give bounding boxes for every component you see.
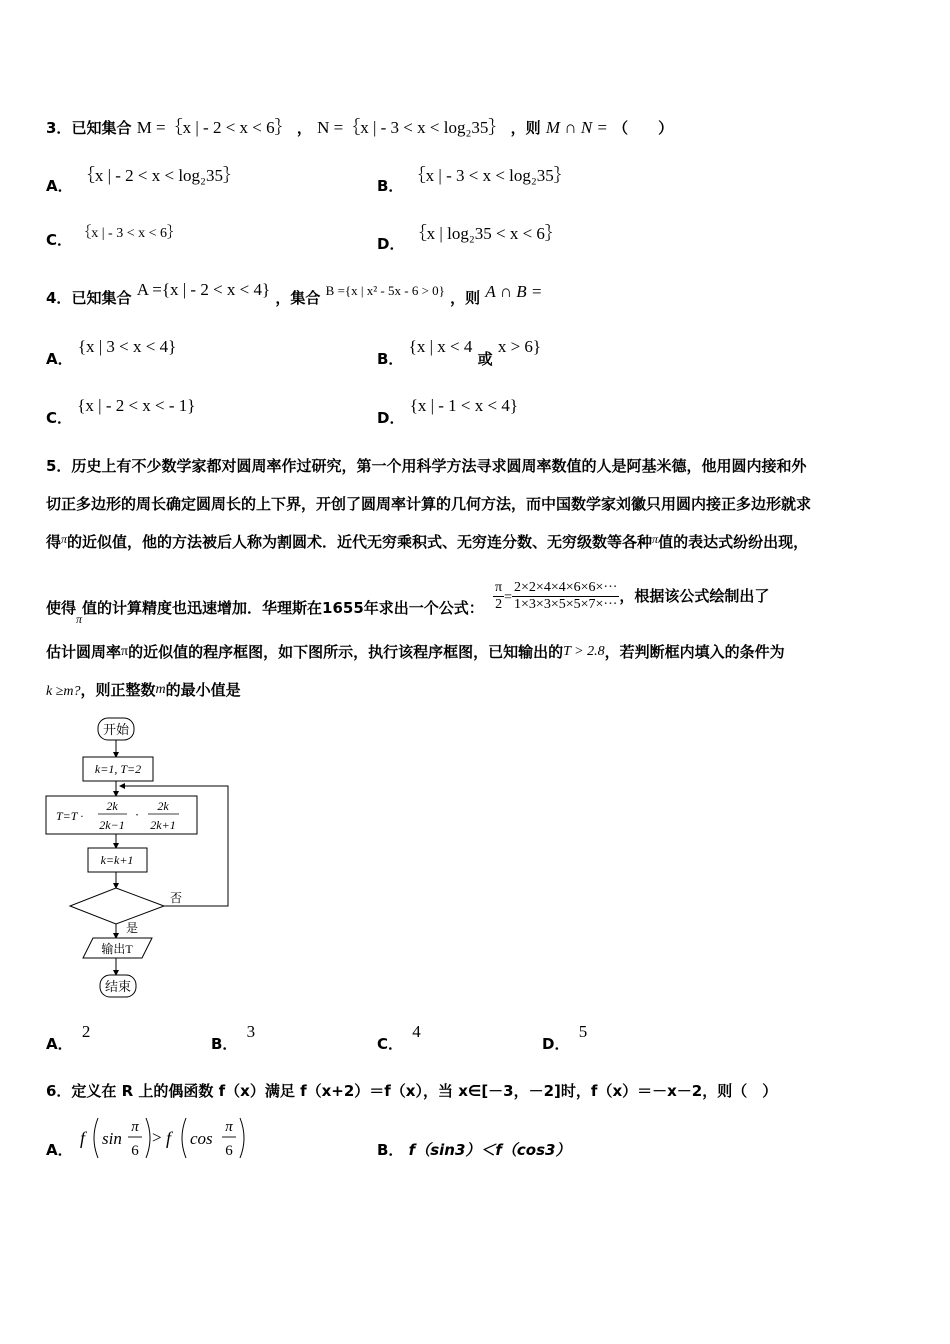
text: 的近似值的程序框图，如下图所示，执行该程序框图，已知输出的 <box>128 643 564 661</box>
option-label: D． <box>377 409 405 427</box>
set-m: M =｛x | - 2 < x < 6｝ <box>136 118 292 137</box>
pi-num: π <box>131 1119 139 1135</box>
option-c <box>377 1022 421 1054</box>
option-label: D． <box>542 1035 570 1053</box>
option-label: C． <box>46 231 73 249</box>
option-a <box>46 166 240 196</box>
question-5-line-2: 切正多边形的周长确定圆周长的上下界，开创了圆周率计算的几何方法，而中国数学家刘徽只用圆内接正多边形就求 <box>46 495 812 513</box>
text: 年求出一个公式： <box>363 599 484 617</box>
t-condition: T > 2.8 <box>563 644 605 659</box>
option-b <box>211 1022 256 1054</box>
option-text: ｛x | log₂35 < x < 6｝ <box>409 224 562 243</box>
option-a <box>46 1022 91 1054</box>
option-or: 或 <box>477 350 493 368</box>
flowchart-start-label: 开始 <box>102 722 130 737</box>
pi-symbol: π <box>121 644 129 659</box>
option-text: ｛x | - 2 < x < log₂35｝ <box>77 166 240 185</box>
option-a <box>46 337 177 369</box>
flowchart-end-label: 结束 <box>104 979 132 994</box>
six-den: 6 <box>131 1143 139 1159</box>
option-label: A． <box>46 177 73 195</box>
option-d <box>377 396 518 428</box>
text: ，则正整数 <box>80 681 156 699</box>
option-value: 5 <box>578 1022 588 1041</box>
text: 值的表达式纷纷出现， <box>658 533 809 551</box>
set-a: A ={x | - 2 < x < 4} <box>136 280 271 299</box>
six-den: 6 <box>225 1143 233 1159</box>
option-label: B． <box>377 1141 404 1159</box>
stem-text: ，集合 <box>275 289 321 307</box>
formula-den: 1×3×3×5×5×7×··· <box>514 597 618 612</box>
text: 估计圆周率 <box>46 643 122 661</box>
stem-text: 已知集合 <box>71 119 132 137</box>
option-a <box>46 1139 73 1160</box>
option-label: B． <box>377 350 404 368</box>
comma: ， <box>296 119 312 137</box>
option-text: {x | x < 4 <box>408 337 473 356</box>
option-value: 4 <box>412 1022 421 1041</box>
pi-symbol: π <box>76 612 83 626</box>
text: 使得 <box>46 599 77 617</box>
option-label: A． <box>46 350 73 368</box>
text: ，根据该公式绘制出了 <box>619 587 770 605</box>
option-text: {x | - 1 < x < 4} <box>409 396 518 415</box>
question-number: 4． <box>46 289 72 307</box>
question-5-line-5 <box>46 641 785 662</box>
formula-lhs-den: 2 <box>495 597 503 612</box>
flowchart-f2-den: 2k+1 <box>150 818 176 832</box>
greater-than: > <box>152 1128 162 1147</box>
question-4-stem <box>46 280 543 308</box>
flowchart-init-label: k=1, T=2 <box>94 762 142 776</box>
formula-lhs-num: π <box>495 580 503 595</box>
option-text: ｛x | - 3 < x < 6｝ <box>77 226 182 241</box>
flowchart-f1-num: 2k <box>106 799 118 813</box>
option-text: f（sin3）＜f（cos3） <box>408 1141 571 1159</box>
flowchart-decision <box>70 888 164 924</box>
question-5-line-1: 5．历史上有不少数学家都对圆周率作过研究，第一个用科学方法寻求圆周率数值的人是阿基米德，他用圆内接和外 <box>46 457 807 475</box>
option-label: B． <box>377 177 404 195</box>
intersection-expr: A ∩ B = <box>485 282 543 301</box>
option-d <box>542 1022 588 1054</box>
m-variable: m <box>155 682 166 697</box>
sin-label: sin <box>102 1129 122 1148</box>
function-f: f <box>166 1128 172 1148</box>
formula-lhs <box>493 580 504 613</box>
question-6-stem: 6．定义在 R 上的偶函数 f（x）满足 f（x+2）＝f（x），当 x∈[－3，－2]时，f（x）＝－x－2，则（ ） <box>46 1082 778 1100</box>
formula-eq: = <box>504 590 513 605</box>
formula-num: 2×2×4×4×6×6×··· <box>514 580 618 595</box>
loop-condition: k ≥m? <box>46 684 81 699</box>
option-text: {x | 3 < x < 4} <box>77 337 177 356</box>
set-b: B ={x | x² - 5x - 6 > 0} <box>325 283 445 298</box>
option-label: C． <box>46 409 73 427</box>
answer-paren: （ ） <box>613 119 674 137</box>
question-5-line-6 <box>46 679 241 700</box>
cos-label: cos <box>190 1129 213 1148</box>
option-text: x > 6} <box>497 337 542 356</box>
question-3-stem <box>46 113 673 138</box>
option-d <box>377 224 562 254</box>
option-text: ｛x | - 3 < x < log₂35｝ <box>408 166 571 185</box>
option-value: 3 <box>246 1022 256 1041</box>
text: 得 <box>46 533 62 551</box>
flowchart-incr-label: k=k+1 <box>100 853 134 867</box>
option-b <box>377 1139 570 1160</box>
question-number: 3． <box>46 119 72 137</box>
stem-text: ，则 <box>510 119 541 137</box>
formula-rhs <box>512 580 619 613</box>
q6-option-a-expr <box>76 1112 256 1164</box>
option-b <box>377 166 571 196</box>
function-f: f <box>80 1128 86 1148</box>
stem-text: ，则 <box>450 289 481 307</box>
option-label: B． <box>211 1035 238 1053</box>
intersection-expr: M ∩ N = <box>545 118 608 137</box>
text: 值的计算精度也迅速增加．华理斯在 <box>82 599 323 617</box>
flowchart <box>40 712 240 1004</box>
text: 的最小值是 <box>165 681 241 699</box>
pi-num: π <box>225 1119 233 1135</box>
flowchart-no-label: 否 <box>170 891 183 905</box>
option-c <box>46 226 182 250</box>
question-5-line-3 <box>46 531 808 552</box>
option-b <box>377 337 542 369</box>
text: ，若判断框内填入的条件为 <box>604 643 785 661</box>
flowchart-f1-den: 2k−1 <box>99 818 125 832</box>
option-value: 2 <box>81 1022 91 1041</box>
option-label: D． <box>377 235 405 253</box>
flowchart-dot: · <box>134 807 140 822</box>
set-n: N =｛x | - 3 < x < log₂35｝ <box>317 118 506 137</box>
text: 的近似值，他的方法被后人称为割圆术．近代无穷乘积式、无穷连分数、无穷级数等各种 <box>67 533 653 551</box>
option-c <box>46 396 196 428</box>
pi-symbol: π <box>61 532 68 546</box>
year: 1655 <box>322 599 364 617</box>
flowchart-yes-label: 是 <box>126 921 139 935</box>
pi-symbol: π <box>652 532 659 546</box>
question-5-line-4 <box>46 580 770 626</box>
option-label: A． <box>46 1035 73 1053</box>
stem-text: 已知集合 <box>71 289 132 307</box>
flowchart-assign-lhs: T=T · <box>56 809 84 823</box>
option-label: A． <box>46 1141 73 1159</box>
flowchart-output-label: 输出T <box>101 942 133 956</box>
option-label: C． <box>377 1035 404 1053</box>
flowchart-f2-num: 2k <box>157 799 169 813</box>
option-text: {x | - 2 < x < - 1} <box>77 396 196 415</box>
